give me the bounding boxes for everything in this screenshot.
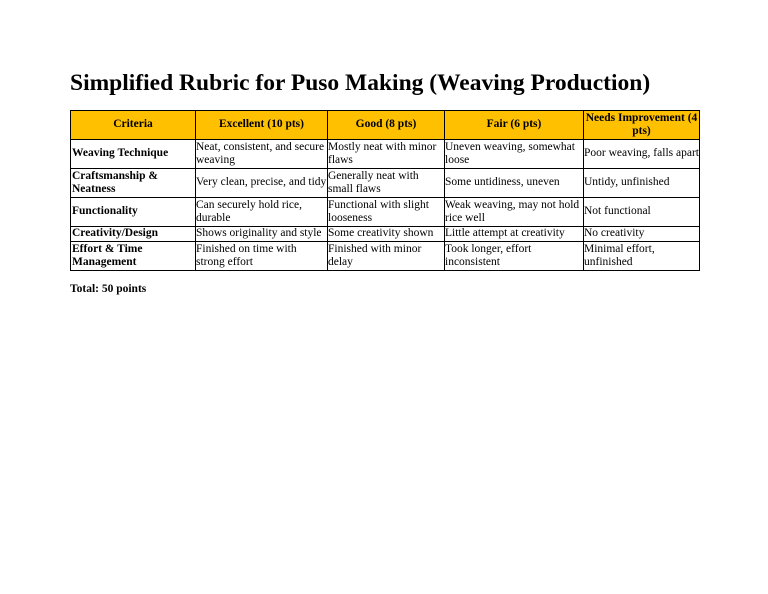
table-header-row bbox=[71, 111, 700, 140]
document-title: Simplified Rubric for Puso Making (Weaving Production) bbox=[70, 70, 651, 96]
excellent-cell: Shows originality and style bbox=[196, 227, 328, 242]
fair-cell: Uneven weaving, somewhat loose bbox=[445, 140, 584, 169]
table-row bbox=[71, 227, 700, 242]
header-criteria: Criteria bbox=[71, 111, 196, 140]
fair-cell: Took longer, effort inconsistent bbox=[445, 242, 584, 271]
excellent-cell: Can securely hold rice, durable bbox=[196, 198, 328, 227]
good-cell: Some creativity shown bbox=[328, 227, 445, 242]
criteria-cell: Craftsmanship & Neatness bbox=[71, 169, 196, 198]
header-good: Good (8 pts) bbox=[328, 111, 445, 140]
total-points: Total: 50 points bbox=[70, 283, 147, 295]
fair-cell: Weak weaving, may not hold rice well bbox=[445, 198, 584, 227]
table-row bbox=[71, 198, 700, 227]
rubric-table bbox=[70, 110, 700, 271]
needs-improvement-cell: Untidy, unfinished bbox=[584, 169, 700, 198]
table-row bbox=[71, 242, 700, 271]
header-needs-improvement: Needs Improvement (4 pts) bbox=[584, 111, 700, 140]
needs-improvement-cell: Not functional bbox=[584, 198, 700, 227]
excellent-cell: Finished on time with strong effort bbox=[196, 242, 328, 271]
header-fair: Fair (6 pts) bbox=[445, 111, 584, 140]
fair-cell: Some untidiness, uneven bbox=[445, 169, 584, 198]
good-cell: Generally neat with small flaws bbox=[328, 169, 445, 198]
needs-improvement-cell: No creativity bbox=[584, 227, 700, 242]
good-cell: Mostly neat with minor flaws bbox=[328, 140, 445, 169]
criteria-cell: Effort & Time Management bbox=[71, 242, 196, 271]
excellent-cell: Neat, consistent, and secure weaving bbox=[196, 140, 328, 169]
excellent-cell: Very clean, precise, and tidy bbox=[196, 169, 328, 198]
table-row bbox=[71, 169, 700, 198]
criteria-cell: Functionality bbox=[71, 198, 196, 227]
criteria-cell: Creativity/Design bbox=[71, 227, 196, 242]
good-cell: Finished with minor delay bbox=[328, 242, 445, 271]
needs-improvement-cell: Poor weaving, falls apart bbox=[584, 140, 700, 169]
table-row bbox=[71, 140, 700, 169]
criteria-cell: Weaving Technique bbox=[71, 140, 196, 169]
fair-cell: Little attempt at creativity bbox=[445, 227, 584, 242]
good-cell: Functional with slight looseness bbox=[328, 198, 445, 227]
needs-improvement-cell: Minimal effort, unfinished bbox=[584, 242, 700, 271]
header-excellent: Excellent (10 pts) bbox=[196, 111, 328, 140]
